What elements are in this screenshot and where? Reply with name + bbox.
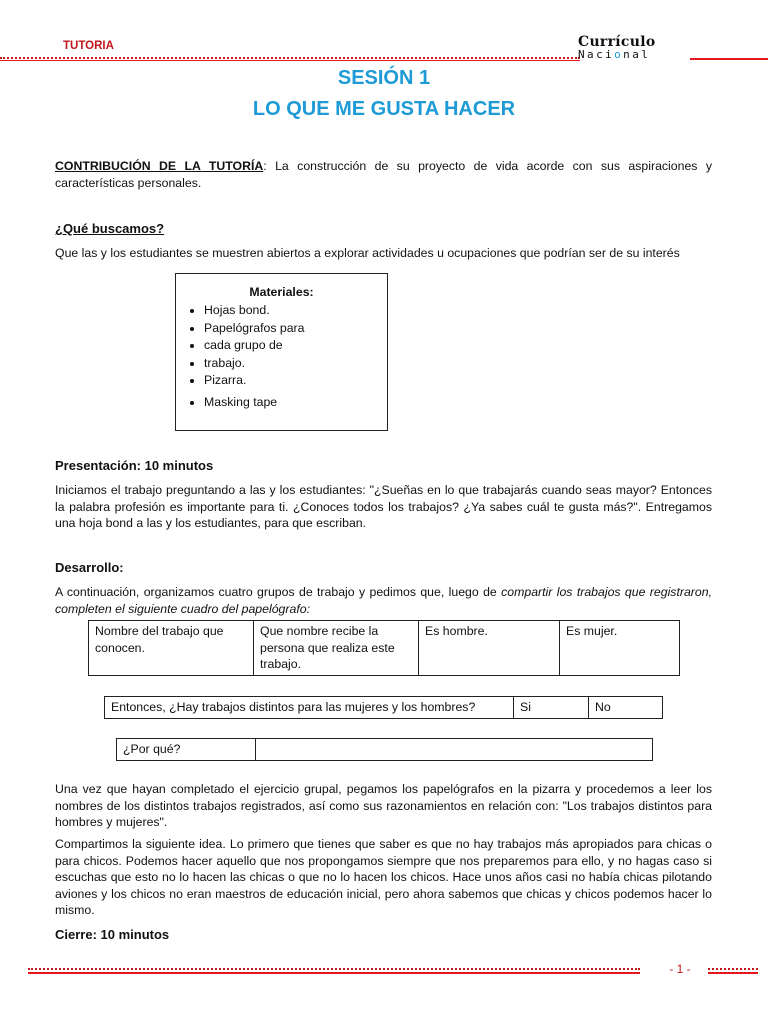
table-row <box>89 621 680 676</box>
logo-bottom-text <box>578 48 688 61</box>
desarrollo-text-italic: compartir los trabajos que registraron, completen el siguiente cuadro del papelógrafo: <box>55 585 712 616</box>
header-rule-right <box>690 58 768 60</box>
contribucion-paragraph <box>55 158 712 191</box>
grupal-paragraph: Una vez que hayan completado el ejercicio grupal, pegamos los papelógrafos en la pizarra y procedemos a leer los nombres de los distintos trabajos registrados, así como sus razonamientos en relación con: "Los trabajos distintos para hombres y mujeres". <box>55 782 712 829</box>
table-cell: No <box>589 697 663 719</box>
session-subtitle: LO QUE ME GUSTA HACER <box>252 98 516 120</box>
materiales-list <box>176 302 387 411</box>
trabajos-table <box>88 620 680 676</box>
desarrollo-text <box>55 584 712 617</box>
footer-dotted-rule <box>28 968 640 970</box>
materiales-box <box>175 273 388 431</box>
por-que-table <box>116 738 653 761</box>
list-item: • trabajo. <box>204 355 387 373</box>
footer-rule-right <box>708 972 758 974</box>
table-cell: Nombre del trabajo que conocen. <box>89 621 254 676</box>
page-number: - 1 - <box>669 962 691 976</box>
que-buscamos-heading: ¿Qué buscamos? <box>55 221 165 236</box>
desarrollo-text-plain: A continuación, organizamos cuatro grupos de trabajo y pedimos que, luego de <box>55 585 502 599</box>
por-que-answer-cell <box>256 739 653 761</box>
footer-dotted-rule-right <box>708 968 758 970</box>
table-cell: Es mujer. <box>560 621 680 676</box>
curriculo-nacional-logo <box>578 30 688 61</box>
list-item: • cada grupo de <box>204 337 387 355</box>
list-item: • Masking tape <box>204 394 387 412</box>
table-cell: Que nombre recibe la persona que realiza este trabajo. <box>254 621 419 676</box>
table-cell: Es hombre. <box>419 621 560 676</box>
header-dotted-rule <box>0 57 580 59</box>
table-cell: Entonces, ¿Hay trabajos distintos para las mujeres y los hombres? <box>105 697 514 719</box>
table-row <box>117 739 653 761</box>
table-cell: Si <box>514 697 589 719</box>
footer-rule <box>28 972 640 974</box>
contribucion-label: CONTRIBUCIÓN DE LA TUTORÍA <box>55 159 264 173</box>
session-title: SESIÓN 1 <box>337 67 431 89</box>
presentacion-heading: Presentación: 10 minutos <box>55 458 214 473</box>
table-row <box>105 697 663 719</box>
contribucion-text: : La construcción de su proyecto de vida acorde con sus aspiraciones y características personales. <box>55 159 713 190</box>
table-cell: ¿Por qué? <box>117 739 256 761</box>
list-item: • Pizarra. <box>204 372 387 390</box>
logo-top-text: Currículo <box>578 34 656 50</box>
desarrollo-heading: Desarrollo: <box>55 560 124 575</box>
pregunta-table <box>104 696 663 719</box>
cierre-heading: Cierre: 10 minutos <box>55 927 170 942</box>
header-rule <box>0 60 580 61</box>
que-buscamos-text: Que las y los estudiantes se muestren abiertos a explorar actividades u ocupaciones que podrían ser de su interés <box>55 246 680 260</box>
list-item: • Hojas bond. <box>204 302 387 320</box>
list-item: • Papelógrafos para <box>204 320 387 338</box>
header-label: TUTORIA <box>63 40 114 52</box>
presentacion-text: Iniciamos el trabajo preguntando a las y los estudiantes: "¿Sueñas en lo que trabajarás cuando seas mayor? Entonces la palabra profesión es importante para ti. ¿Conoces todos los trabajos? ¿Ya sabes cuál te gusta más?". Entregamos una hoja bond a las y los estudiantes, para que escriban. <box>55 483 712 530</box>
materiales-title: Materiales: <box>249 285 314 299</box>
compartimos-paragraph: Compartimos la siguiente idea. Lo primero que tienes que saber es que no hay trabajos más apropiados para chicas o para chicos. Podemos hacer aquello que nos propongamos siempre que nos preparemos para ello, y no hagas caso si escuchas que esto no lo hacen las chicas o que no lo hacen los chicos. Hace unos años casi no había chicas pilotando aviones y los chicos no eran maestros de educación inicial, pero ahora sabemos que chicas y chicos podemos hacer lo mismo. <box>55 837 712 917</box>
logo-bottom-word: Nacional <box>578 48 651 61</box>
